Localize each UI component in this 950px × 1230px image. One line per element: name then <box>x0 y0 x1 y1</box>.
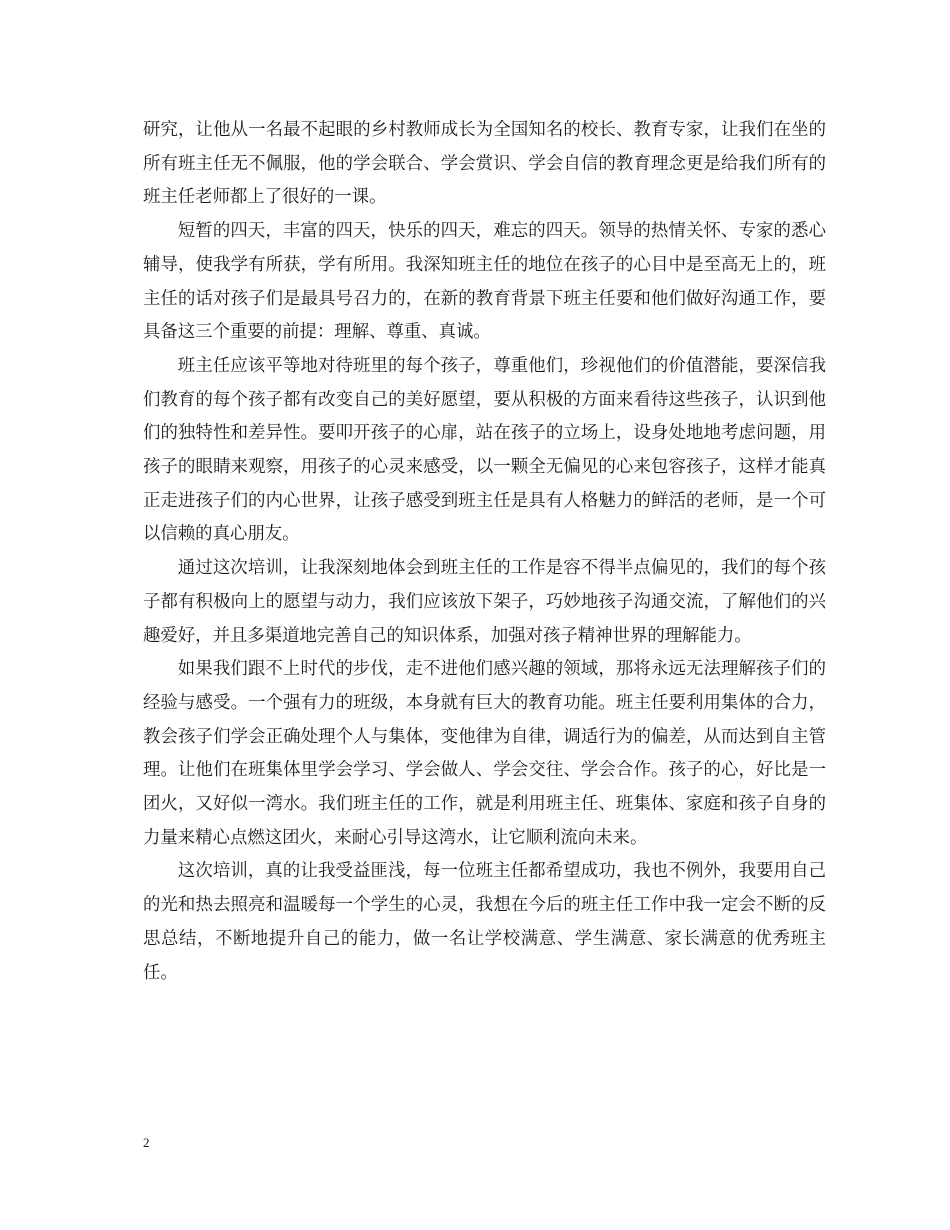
page-number: 2 <box>143 1135 150 1150</box>
paragraph: 短暂的四天，丰富的四天，快乐的四天，难忘的四天。领导的热情关怀、专家的悉心辅导，使我学有所获，学有所用。我深知班主任的地位在孩子的心目中是至高无上的，班主任的话对孩子们是最具号召力的，在新的教育背景下班主任要和他们做好沟通工作，要具备这三个重要的前提：理解、尊重、真诚。 <box>143 221 826 343</box>
paragraph: 这次培训，真的让我受益匪浅，每一位班主任都希望成功，我也不例外，我要用自己的光和热去照亮和温暖每一个学生的心灵，我想在今后的班主任工作中我一定会不断的反思总结，不断地提升自己的能力，做一名让学校满意、学生满意、家长满意的优秀班主任。 <box>143 861 826 983</box>
paragraph: 班主任应该平等地对待班里的每个孩子，尊重他们，珍视他们的价值潜能，要深信我们教育的每个孩子都有改变自己的美好愿望，要从积极的方面来看待这些孩子，认识到他们的独特性和差异性。要叩开孩子的心扉，站在孩子的立场上，设身处地地考虑问题，用孩子的眼睛来观察，用孩子的心灵来感受，以一颗全无偏见的心来包容孩子，这样才能真正走进孩子们的内心世界，让孩子感受到班主任是具有人格魅力的鲜活的老师，是一个可以信赖的真心朋友。 <box>143 355 826 545</box>
paragraph: 通过这次培训，让我深刻地体会到班主任的工作是容不得半点偏见的，我们的每个孩子都有积极向上的愿望与动力，我们应该放下架子，巧妙地孩子沟通交流，了解他们的兴趣爱好，并且多渠道地完善自己的知识体系，加强对孩子精神世界的理解能力。 <box>143 558 826 646</box>
paragraph: 如果我们跟不上时代的步伐，走不进他们感兴趣的领域，那将永远无法理解孩子们的经验与感受。一个强有力的班级，本身就有巨大的教育功能。班主任要利用集体的合力，教会孩子们学会正确处理个人与集体，变他律为自律，调适行为的偏差，从而达到自主管理。让他们在班集体里学会学习、学会做人、学会交往、学会合作。孩子的心，好比是一团火，又好似一湾水。我们班主任的工作，就是利用班主任、班集体、家庭和孩子自身的力量来精心点燃这团火，来耐心引导这湾水，让它顺利流向未来。 <box>143 659 826 848</box>
document-body <box>143 114 826 990</box>
paragraph-continued: 研究，让他从一名最不起眼的乡村教师成长为全国知名的校长、教育专家，让我们在坐的所有班主任无不佩服，他的学会联合、学会赏识、学会自信的教育理念更是给我们所有的班主任老师都上了很好的一课。 <box>143 120 826 208</box>
